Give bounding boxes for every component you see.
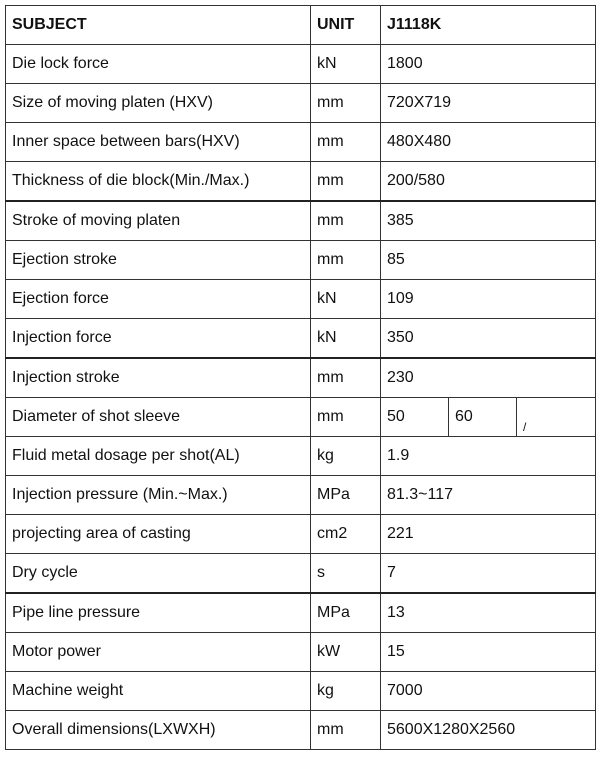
row-unit: kg <box>311 437 381 476</box>
row-subject: projecting area of casting <box>6 515 311 554</box>
header-unit: UNIT <box>311 6 381 45</box>
row-value: 85 <box>381 241 596 280</box>
table-row <box>6 672 596 711</box>
row-unit: mm <box>311 358 381 398</box>
row-unit: MPa <box>311 593 381 633</box>
row-subject: Overall dimensions(LXWXH) <box>6 711 311 750</box>
row-value: 480X480 <box>381 123 596 162</box>
row-value: 13 <box>381 593 596 633</box>
row-unit: mm <box>311 123 381 162</box>
table-row <box>6 45 596 84</box>
row-subject: Machine weight <box>6 672 311 711</box>
row-value: 81.3~117 <box>381 476 596 515</box>
table-row <box>6 437 596 476</box>
row-unit: mm <box>311 398 381 437</box>
row-subject: Inner space between bars(HXV) <box>6 123 311 162</box>
row-subject: Ejection stroke <box>6 241 311 280</box>
table-row <box>6 280 596 319</box>
row-subject: Die lock force <box>6 45 311 84</box>
row-unit: kg <box>311 672 381 711</box>
row-value: 200/580 <box>381 162 596 202</box>
row-unit: mm <box>311 201 381 241</box>
table-row <box>6 84 596 123</box>
row-value: 720X719 <box>381 84 596 123</box>
row-value: 7 <box>381 554 596 594</box>
row-value: 230 <box>381 358 596 398</box>
table-row <box>6 241 596 280</box>
table-row <box>6 711 596 750</box>
row-value: 221 <box>381 515 596 554</box>
row-unit: kN <box>311 280 381 319</box>
table-row <box>6 398 596 437</box>
table-row <box>6 476 596 515</box>
table-row <box>6 554 596 594</box>
row-value: 109 <box>381 280 596 319</box>
row-unit: mm <box>311 241 381 280</box>
row-unit: cm2 <box>311 515 381 554</box>
table-row <box>6 633 596 672</box>
row-subject: Dry cycle <box>6 554 311 594</box>
row-unit: MPa <box>311 476 381 515</box>
table-row <box>6 319 596 359</box>
table-row <box>6 201 596 241</box>
table-row <box>6 162 596 202</box>
row-subject: Injection force <box>6 319 311 359</box>
table-row <box>6 123 596 162</box>
row-unit: s <box>311 554 381 594</box>
row-unit: mm <box>311 711 381 750</box>
spec-sheet <box>5 5 595 750</box>
sleeve-value-3: / <box>523 420 527 434</box>
row-subject: Injection pressure (Min.~Max.) <box>6 476 311 515</box>
shot-sleeve-values <box>381 398 595 436</box>
row-subject: Ejection force <box>6 280 311 319</box>
row-unit: mm <box>311 162 381 202</box>
row-subject: Motor power <box>6 633 311 672</box>
row-unit: kN <box>311 319 381 359</box>
row-unit: kN <box>311 45 381 84</box>
row-value: 350 <box>381 319 596 359</box>
row-subject: Injection stroke <box>6 358 311 398</box>
row-value: 1800 <box>381 45 596 84</box>
row-subject: Stroke of moving platen <box>6 201 311 241</box>
row-value: 385 <box>381 201 596 241</box>
row-unit: kW <box>311 633 381 672</box>
table-row <box>6 593 596 633</box>
table-row <box>6 515 596 554</box>
sleeve-value-1: 50 <box>381 398 449 436</box>
row-value-split <box>381 398 596 437</box>
spec-table <box>5 5 596 750</box>
sleeve-value-2: 60 <box>449 398 517 436</box>
row-subject: Size of moving platen (HXV) <box>6 84 311 123</box>
header-row <box>6 6 596 45</box>
row-subject: Thickness of die block(Min./Max.) <box>6 162 311 202</box>
row-value: 5600X1280X2560 <box>381 711 596 750</box>
row-subject: Pipe line pressure <box>6 593 311 633</box>
header-model: J1118K <box>381 6 596 45</box>
row-subject: Diameter of shot sleeve <box>6 398 311 437</box>
table-row <box>6 358 596 398</box>
row-value: 7000 <box>381 672 596 711</box>
header-subject: SUBJECT <box>6 6 311 45</box>
row-value: 15 <box>381 633 596 672</box>
row-subject: Fluid metal dosage per shot(AL) <box>6 437 311 476</box>
row-unit: mm <box>311 84 381 123</box>
row-value: 1.9 <box>381 437 596 476</box>
